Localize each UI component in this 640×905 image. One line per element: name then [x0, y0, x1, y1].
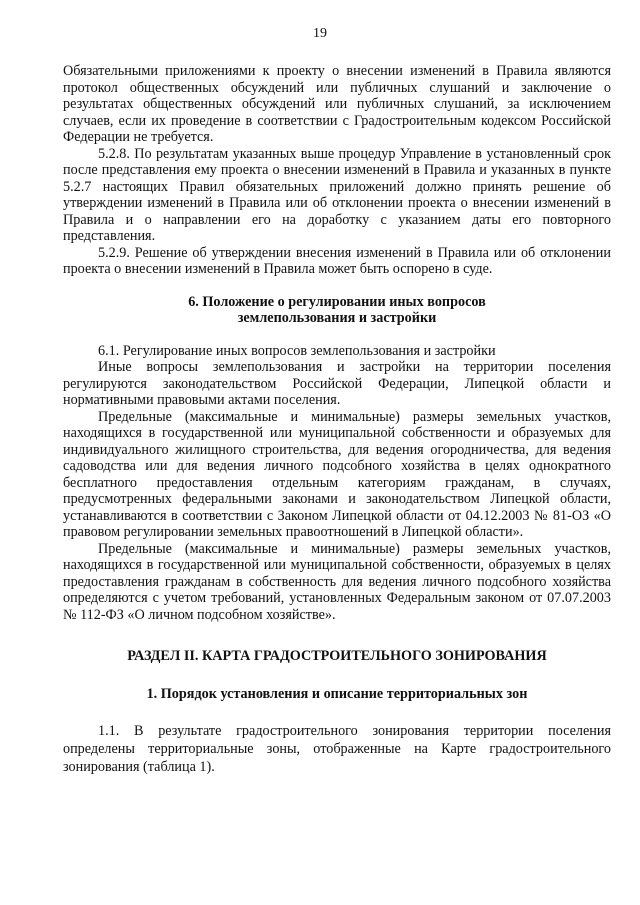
document-body: [63, 63, 611, 776]
paragraph-5-2-9: 5.2.9. Решение об утверждении внесения изменений в Правила или об отклонении проекта о внесении изменений в Правила может быть оспорено в суде.: [63, 244, 611, 277]
paragraph-5-2-8: 5.2.8. По результатам указанных выше процедур Управление в установленный срок после представления ему проекта о внесении изменений в Правила и указанных в пункте 5.2.7 настоящих Правил обязательных приложений должно принять решение об утверждении изменений в Правила или об отклонении проекта о внесении изменений в Правила и о направлении его на доработку с указанием даты его повторного представления.: [63, 145, 611, 244]
paragraph-attachments: Обязательными приложениями к проекту о внесении изменений в Правила являются протокол общественных обсуждений или публичных слушаний и заключение о результатах общественных обсуждений или публичных слушаний, за исключением случаев, если их проведение в соответствии с Градостроительным кодексом Российской Федерации не требуется.: [63, 63, 611, 145]
paragraph-other-issues: Иные вопросы землепользования и застройки на территории поселения регулируются законодательством Российской Федерации, Липецкой области и нормативными правовыми актами поселения.: [63, 359, 611, 408]
paragraph-1-1: 1.1. В результате градостроительного зонирования территории поселения определены территориальные зоны, отображенные на Карте градостроительного зонирования (таблица 1).: [63, 723, 611, 775]
section-6-heading: [63, 294, 611, 327]
part-2-heading: РАЗДЕЛ II. КАРТА ГРАДОСТРОИТЕЛЬНОГО ЗОНИРОВАНИЯ: [127, 648, 547, 664]
paragraph-land-plot-sizes-free: Предельные (максимальные и минимальные) размеры земельных участков, находящихся в государственной или муниципальной собственности и образуемых для индивидуального жилищного строительства, для ведения огородничества, для ведения садоводства или для ведения личного подсобного хозяйства в целях однократного бесплатного предоставления отдельным категориям гражданам, в случаях, предусмотренных федеральными законами и законодательством Липецкой области, устанавливаются в соответствии с Законом Липецкой области от 04.12.2003 № 81-ОЗ «О правовом регулировании земельных правоотношений в Липецкой области».: [63, 408, 611, 540]
section-6-heading-line2: землепользования и застройки: [237, 310, 437, 326]
section-6-heading-line1: 6. Положение о регулировании иных вопросов: [188, 293, 486, 310]
paragraph-land-plot-sizes-household: Предельные (максимальные и минимальные) размеры земельных участков, находящихся в государственной или муниципальной собственности, образуемых в целях предоставления гражданам в собственность для ведения личного подсобного хозяйства определяются с учетом требований, установленных Федеральным законом от 07.07.2003 № 112-ФЗ «О личном подсобном хозяйстве».: [63, 540, 611, 623]
page-number: 19: [313, 26, 327, 41]
part-2-subheading: 1. Порядок установления и описание территориальных зон: [146, 685, 528, 702]
paragraph-6-1: 6.1. Регулирование иных вопросов землепользования и застройки: [98, 342, 496, 359]
